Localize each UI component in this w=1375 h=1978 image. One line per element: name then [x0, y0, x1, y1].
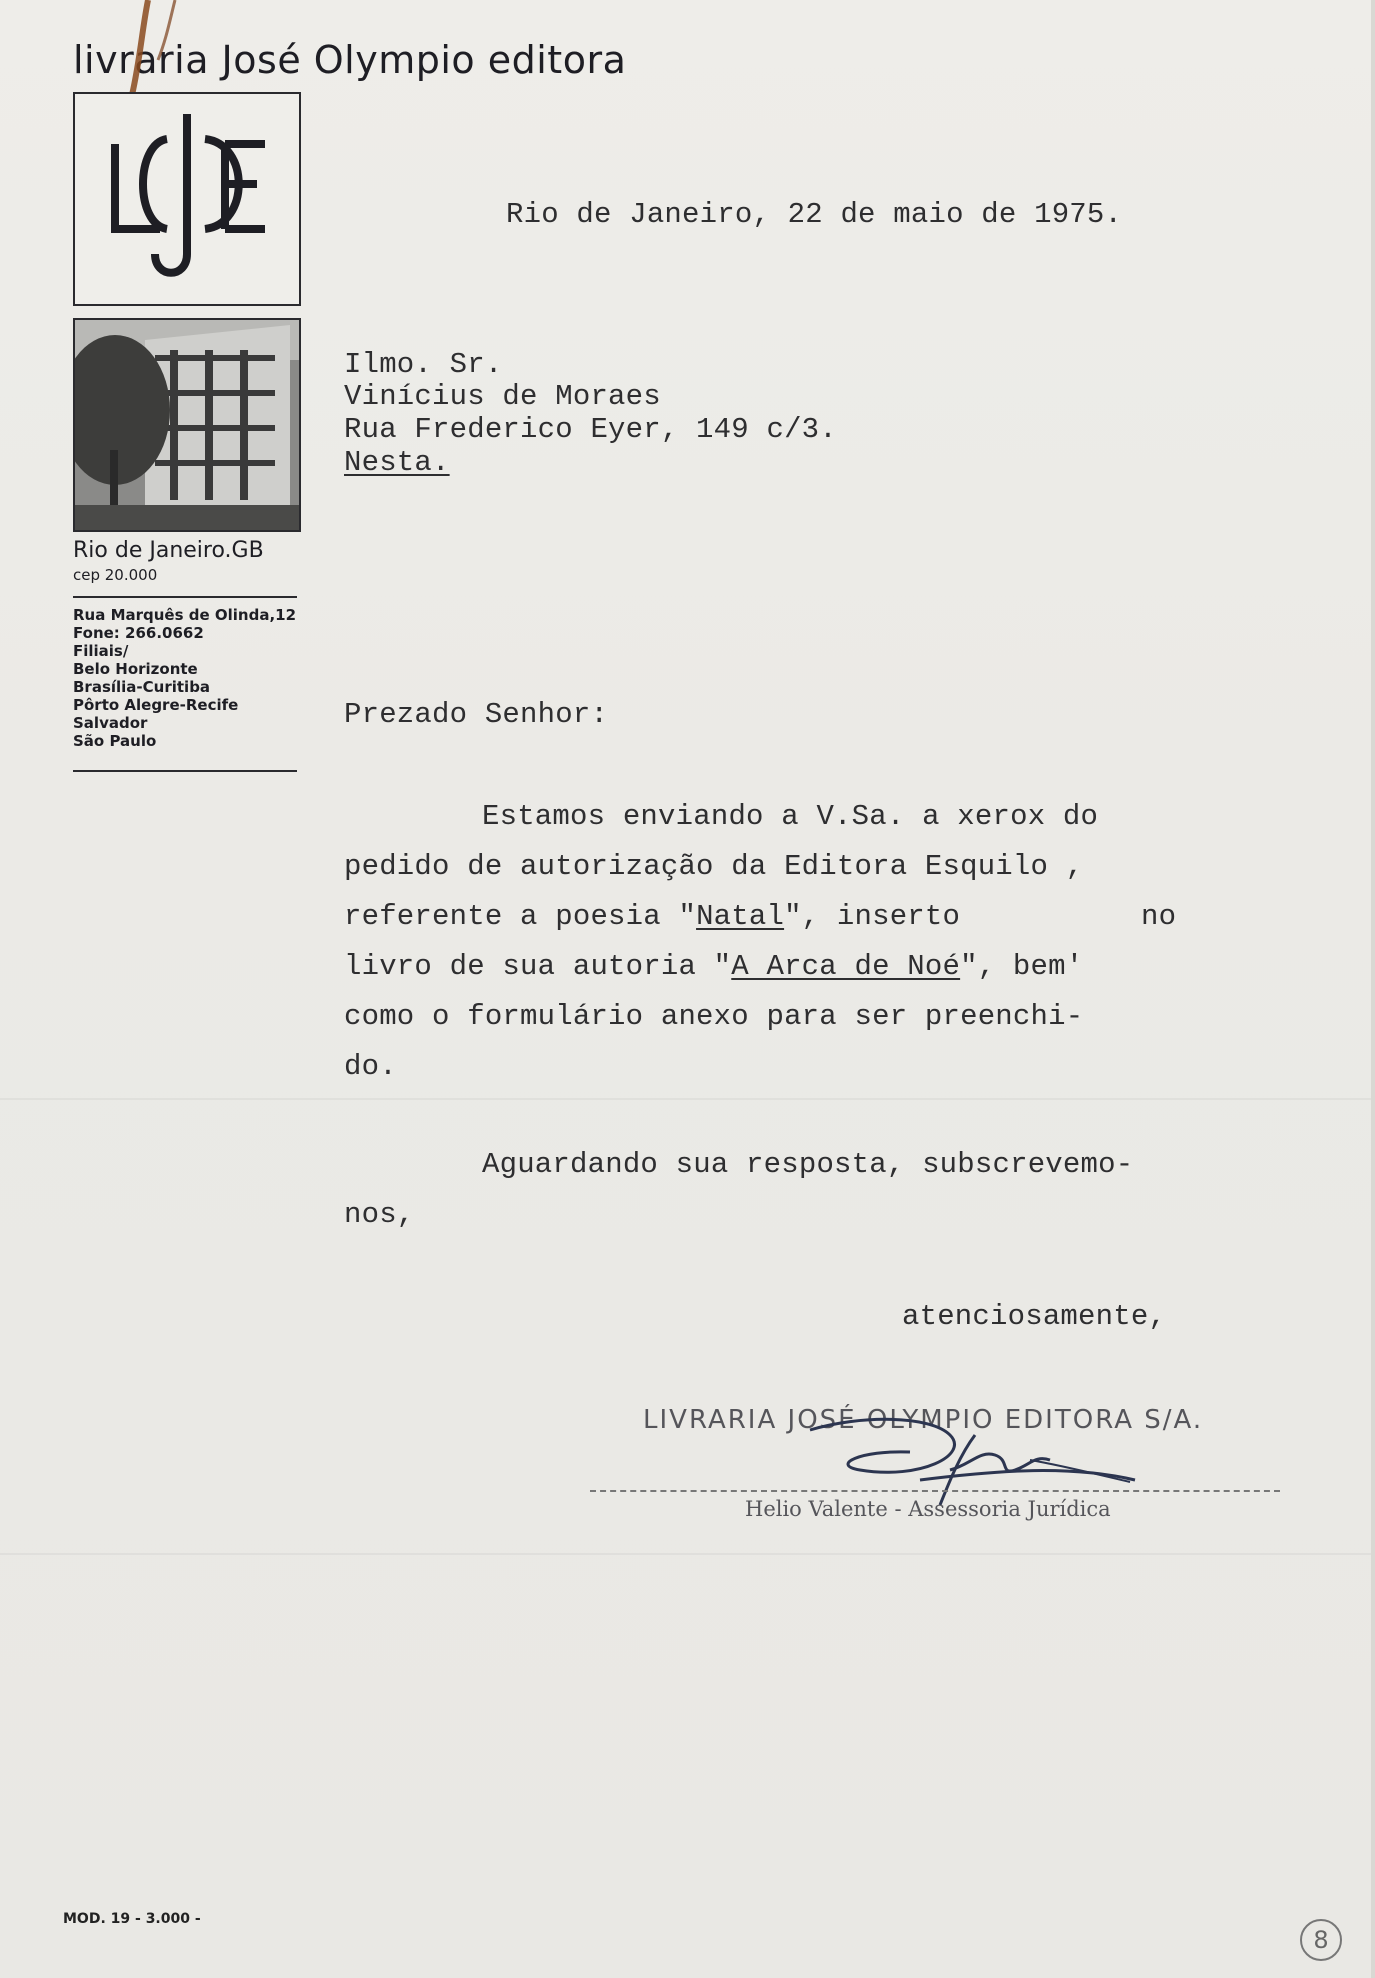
address-line: Brasília-Curitiba [73, 678, 211, 696]
address-line: Filiais/ [73, 642, 129, 660]
body-line: do. [344, 1050, 397, 1083]
recipient-title: Ilmo. Sr. [344, 348, 503, 381]
letter-date: Rio de Janeiro, 22 de maio de 1975. [506, 198, 1123, 231]
building-photo-graphic [75, 320, 299, 530]
signatory-caption: Helio Valente - Assessoria Jurídica [745, 1497, 1111, 1521]
page-number: 8 [1300, 1919, 1342, 1961]
divider [73, 596, 297, 598]
postal-code: cep 20.000 [73, 566, 158, 584]
body-line: nos, [344, 1198, 415, 1231]
fold-crease [0, 1098, 1375, 1100]
body-text: referente a poesia " [344, 900, 697, 933]
divider [73, 770, 297, 772]
salutation: Prezado Senhor: [344, 698, 609, 731]
publisher-name: livraria José Olympio editora [73, 38, 627, 82]
body-line [344, 950, 1083, 983]
paper-edge [1371, 0, 1375, 1978]
recipient-city: Nesta. [344, 446, 450, 479]
body-text: livro de sua autoria " [344, 950, 732, 983]
signature-line [590, 1490, 1280, 1492]
monogram-logo [73, 92, 301, 306]
building-photo [73, 318, 301, 532]
address-line: Rua Marquês de Olinda,12 [73, 606, 297, 624]
address-line: Fone: 266.0662 [73, 624, 204, 642]
address-block [73, 606, 296, 750]
body-line [344, 900, 960, 933]
recipient-street: Rua Frederico Eyer, 149 c/3. [344, 413, 837, 446]
address-line: São Paulo [73, 732, 157, 750]
body-line: Aguardando sua resposta, subscrevemo- [482, 1148, 1134, 1181]
body-line: Estamos enviando a V.Sa. a xerox do [482, 800, 1099, 833]
body-line: como o formulário anexo para ser preenchi- [344, 1000, 1084, 1033]
handwritten-signature [800, 1410, 1140, 1510]
book-title: A Arca de Noé [731, 950, 961, 983]
poem-title: Natal [696, 900, 785, 933]
fold-crease [0, 1553, 1375, 1555]
signature-company: LIVRARIA JOSÉ OLYMPIO EDITORA S/A. [643, 1405, 1204, 1435]
body-text: no [1141, 900, 1177, 933]
closing: atenciosamente, [902, 1300, 1167, 1333]
body-text: ", inserto [784, 900, 961, 933]
address-line: Belo Horizonte [73, 660, 198, 678]
form-code: MOD. 19 - 3.000 - [63, 1911, 201, 1927]
monogram-logo-graphic [75, 94, 299, 304]
body-text: ", bem' [960, 950, 1084, 983]
address-line: Salvador [73, 714, 148, 732]
address-line: Pôrto Alegre-Recife [73, 696, 239, 714]
recipient-name: Vinícius de Moraes [344, 380, 661, 413]
city-label: Rio de Janeiro.GB [73, 538, 264, 563]
body-line: pedido de autorização da Editora Esquilo , [344, 850, 1084, 883]
